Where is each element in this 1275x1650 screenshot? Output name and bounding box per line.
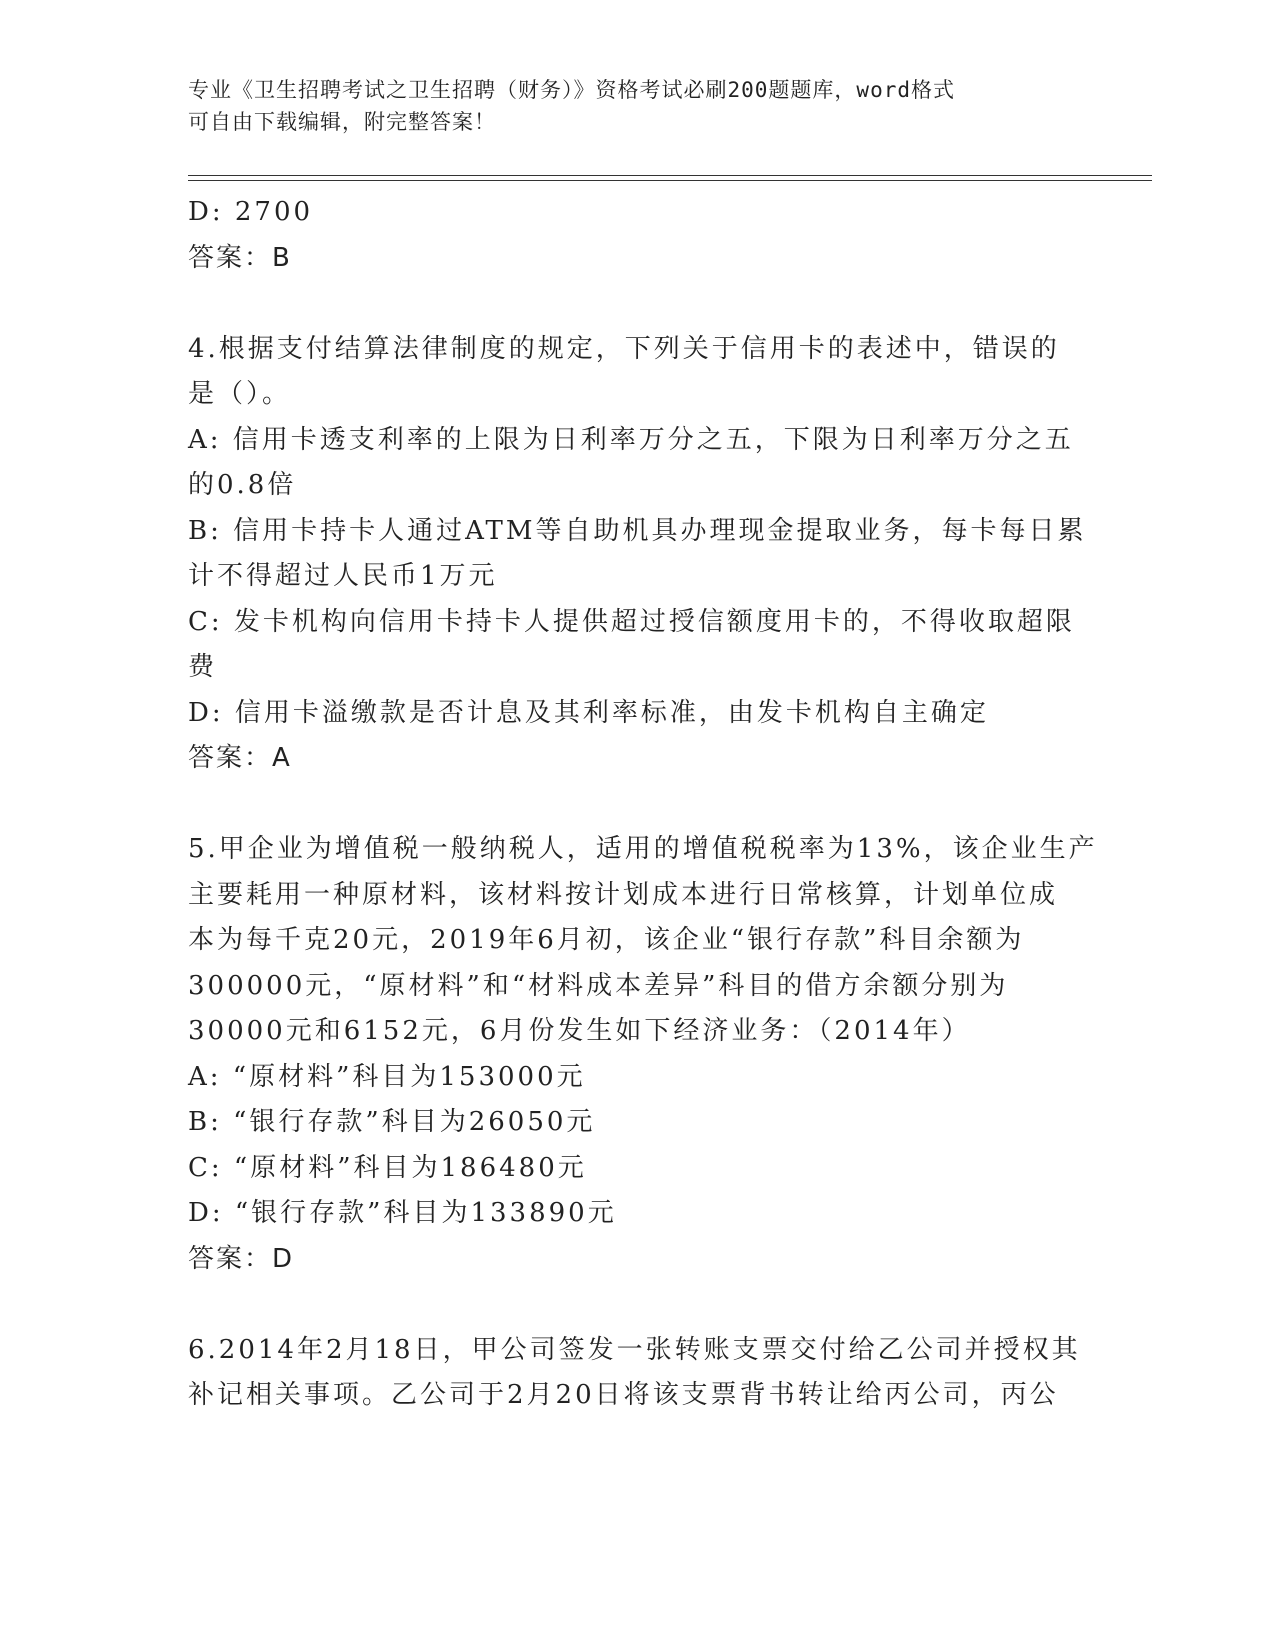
previous-question-tail — [188, 190, 1088, 281]
answer-line: 答案：A — [188, 743, 292, 773]
page-header — [188, 74, 1088, 138]
question-stem: 30000元和6152元，6月份发生如下经济业务：（2014年） — [188, 1016, 971, 1046]
question-stem: 6.2014年2月18日，甲公司签发一张转账支票交付给乙公司并授权其 — [188, 1334, 1081, 1365]
question-stem: 补记相关事项。乙公司于2月20日将该支票背书转让给丙公司，丙公 — [188, 1380, 1059, 1410]
spacer — [188, 281, 1088, 327]
option-d: D: 2700 — [188, 197, 314, 227]
option-a: A: 信用卡透支利率的上限为日利率万分之五，下限为日利率万分之五 — [188, 424, 1074, 455]
spacer — [188, 782, 1088, 828]
question-stem: 5.甲企业为增值税一般纳税人，适用的增值税税率为13%，该企业生产 — [188, 834, 1098, 864]
option-a: A: “原材料”科目为153000元 — [188, 1061, 586, 1092]
header-title-line-1: 专业《卫生招聘考试之卫生招聘（财务）》资格考试必刷200题题库，word格式 — [188, 78, 955, 102]
question-4 — [188, 327, 1088, 782]
option-a: 的0.8倍 — [188, 470, 297, 500]
option-c: C: 发卡机构向信用卡持卡人提供超过授信额度用卡的，不得收取超限 — [188, 606, 1075, 637]
document-body — [188, 190, 1098, 1419]
question-stem: 本为每千克20元，2019年6月初，该企业“银行存款”科目余额为 — [188, 925, 1025, 955]
option-b: B: 信用卡持卡人通过ATM等自助机具办理现金提取业务，每卡每日累 — [188, 515, 1087, 546]
option-b: B: “银行存款”科目为26050元 — [188, 1107, 596, 1137]
option-d: D: 信用卡溢缴款是否计息及其利率标准，由发卡机构自主确定 — [188, 697, 989, 728]
header-title-line-2: 可自由下载编辑，附完整答案！ — [188, 110, 496, 134]
question-stem: 300000元，“原材料”和“材料成本差异”科目的借方余额分别为 — [188, 970, 1009, 1001]
answer-line: 答案：D — [188, 1243, 295, 1274]
option-d: D: “银行存款”科目为133890元 — [188, 1198, 617, 1228]
header-divider-bottom — [188, 180, 1152, 181]
question-6 — [188, 1328, 1088, 1419]
option-c: 费 — [188, 652, 218, 682]
question-stem: 主要耗用一种原材料，该材料按计划成本进行日常核算，计划单位成 — [188, 879, 1059, 910]
spacer — [188, 1282, 1088, 1328]
answer-line: 答案：B — [188, 242, 292, 273]
option-b: 计不得超过人民币1万元 — [188, 561, 498, 591]
question-stem: 4.根据支付结算法律制度的规定，下列关于信用卡的表述中，错误的 — [188, 333, 1060, 364]
option-c: C: “原材料”科目为186480元 — [188, 1152, 587, 1183]
question-5 — [188, 827, 1098, 1282]
question-stem: 是（）。 — [188, 379, 292, 409]
header-divider-top — [188, 175, 1152, 176]
